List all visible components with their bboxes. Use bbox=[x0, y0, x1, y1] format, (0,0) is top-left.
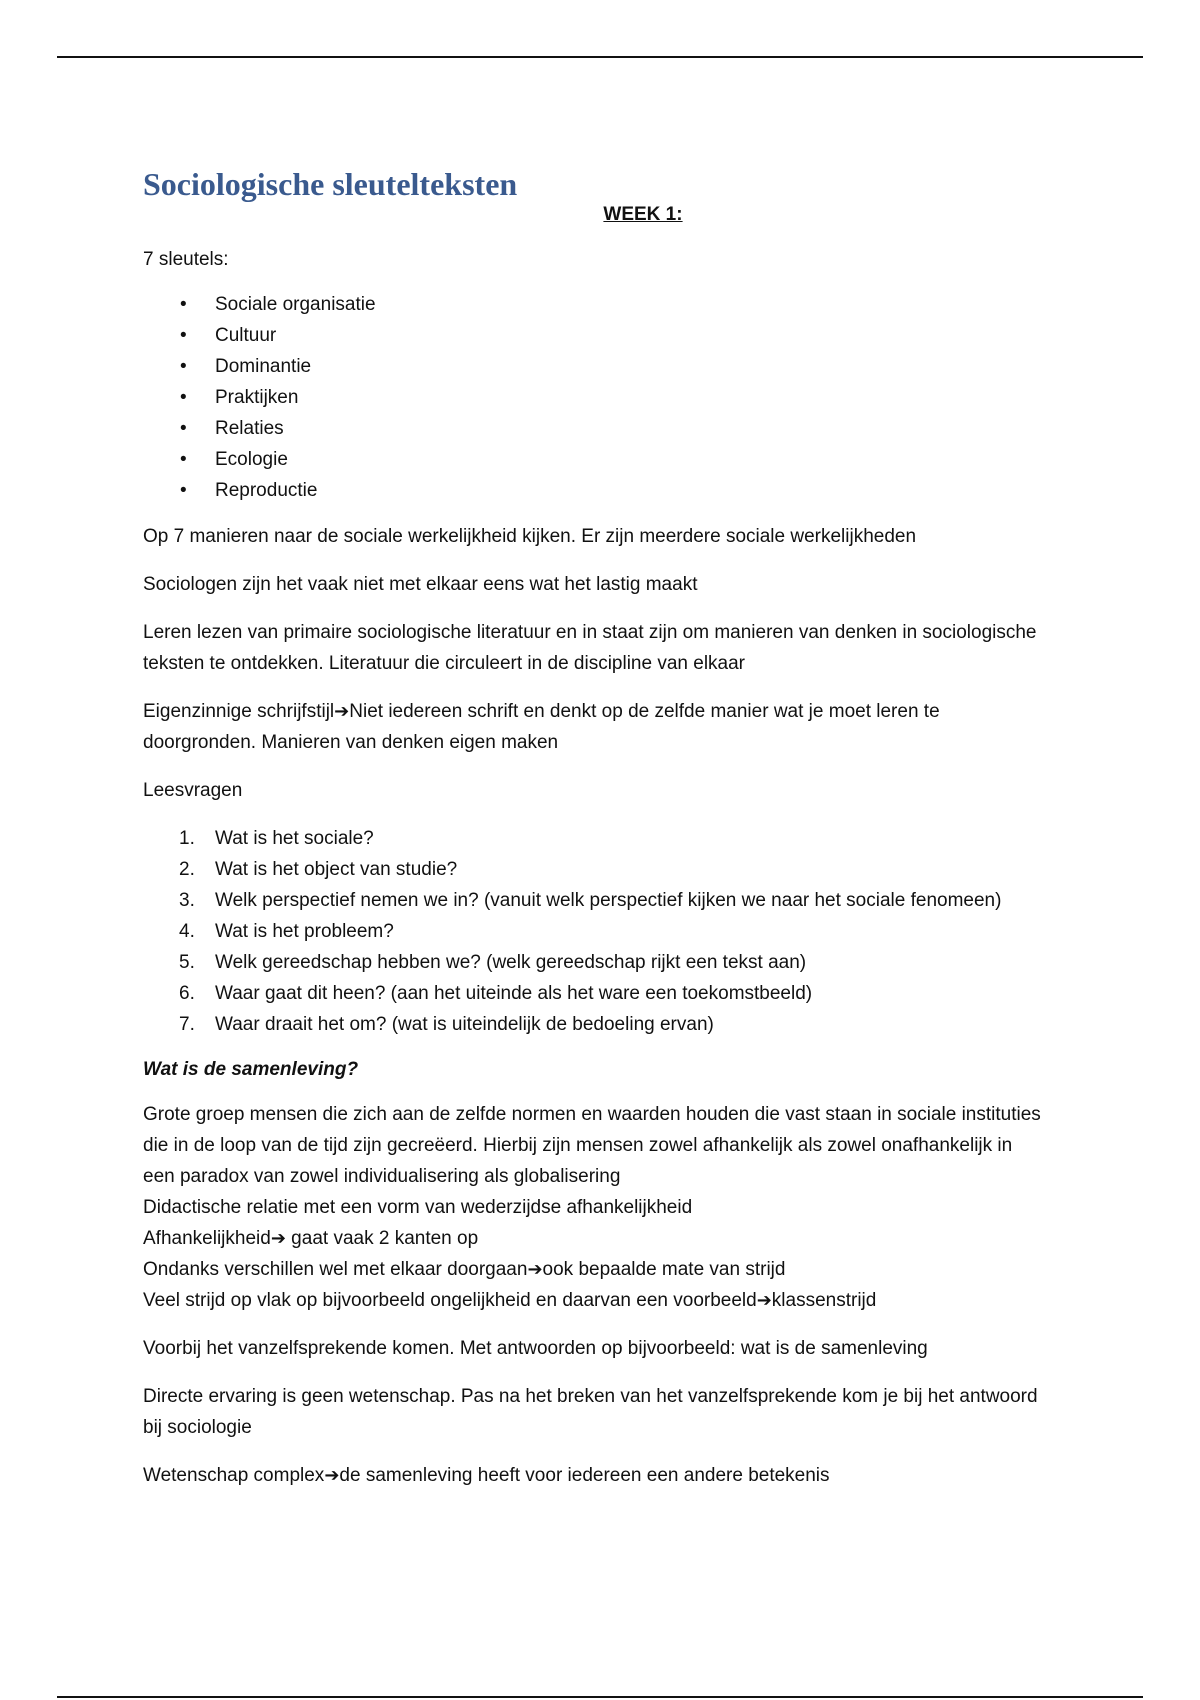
arrow-right-icon: ➔ bbox=[527, 1259, 543, 1280]
list-item-text: Reproductie bbox=[215, 480, 318, 501]
paragraph-voorbij: Voorbij het vanzelfsprekende komen. Met antwoorden op bijvoorbeeld: wat is de samenleving bbox=[143, 1338, 928, 1359]
line-didactische: Didactische relatie met een vorm van wederzijdse afhankelijkheid bbox=[143, 1197, 693, 1218]
list-item bbox=[143, 885, 1043, 916]
list-item bbox=[143, 475, 1043, 506]
list-number: 5. bbox=[179, 952, 195, 973]
list-item bbox=[143, 320, 1043, 351]
list-item-text: Relaties bbox=[215, 418, 284, 439]
leesvragen-list bbox=[143, 823, 1043, 1040]
paragraph-sociologen: Sociologen zijn het vaak niet met elkaar eens wat het lastig maakt bbox=[143, 574, 698, 595]
list-item bbox=[143, 382, 1043, 413]
paragraph-7-ways: Op 7 manieren naar de sociale werkelijkheid kijken. Er zijn meerdere sociale werkelijkheden bbox=[143, 526, 917, 547]
arrow-right-icon: ➔ bbox=[756, 1290, 772, 1311]
line-strijd bbox=[143, 1285, 1043, 1316]
document-title: Sociologische sleutelteksten bbox=[143, 166, 518, 202]
line-ondanks-part-2: ook bepaalde mate van strijd bbox=[542, 1259, 786, 1280]
paragraph-eigenzinnig-part-1: Eigenzinnige schrijfstijl bbox=[143, 701, 335, 722]
bullet-icon: • bbox=[180, 449, 187, 470]
paragraph-wetenschap-part-2: de samenleving heeft voor iedereen een andere betekenis bbox=[339, 1465, 830, 1486]
list-item-text: Praktijken bbox=[215, 387, 299, 408]
week-heading: WEEK 1: bbox=[603, 204, 683, 225]
list-item bbox=[143, 823, 1043, 854]
list-item-text: Welk gereedschap hebben we? (welk gereedschap rijkt een tekst aan) bbox=[215, 952, 807, 973]
paragraph-wetenschap-part-1: Wetenschap complex bbox=[143, 1465, 325, 1486]
header-rule bbox=[57, 56, 1143, 58]
bullet-icon: • bbox=[180, 387, 187, 408]
line-ondanks-part-1: Ondanks verschillen wel met elkaar doorgaan bbox=[143, 1259, 528, 1280]
bullet-icon: • bbox=[180, 325, 187, 346]
paragraph-leren: Leren lezen van primaire sociologische literatuur en in staat zijn om manieren van denken in sociologische teksten te ontdekken. Literatuur die circuleert in de discipline van elkaar bbox=[143, 622, 1037, 674]
bullet-icon: • bbox=[180, 356, 187, 377]
arrow-right-icon: ➔ bbox=[334, 701, 350, 722]
list-number: 1. bbox=[179, 828, 195, 849]
arrow-right-icon: ➔ bbox=[270, 1228, 286, 1249]
line-afhankelijkheid-part-2: gaat vaak 2 kanten op bbox=[285, 1228, 479, 1249]
section-heading-samenleving: Wat is de samenleving? bbox=[143, 1059, 359, 1080]
line-afhankelijkheid-part-1: Afhankelijkheid bbox=[143, 1228, 271, 1249]
footer-rule bbox=[57, 1696, 1143, 1698]
list-number: 3. bbox=[179, 890, 195, 911]
bullet-icon: • bbox=[180, 480, 187, 501]
list-item-text: Wat is het object van studie? bbox=[215, 859, 458, 880]
bullet-icon: • bbox=[180, 294, 187, 315]
list-item-text: Waar gaat dit heen? (aan het uiteinde als het ware een toekomstbeeld) bbox=[215, 983, 813, 1004]
list-number: 2. bbox=[179, 859, 195, 880]
line-ondanks bbox=[143, 1254, 1043, 1285]
line-strijd-part-2: klassenstrijd bbox=[771, 1290, 877, 1311]
list-item bbox=[143, 916, 1043, 947]
list-item-text: Wat is het sociale? bbox=[215, 828, 374, 849]
line-strijd-part-1: Veel strijd op vlak op bijvoorbeeld ongelijkheid en daarvan een voorbeeld bbox=[143, 1290, 757, 1311]
list-item-text: Cultuur bbox=[215, 325, 277, 346]
keys-list bbox=[143, 289, 1043, 506]
bullet-icon: • bbox=[180, 418, 187, 439]
list-item-text: Welk perspectief nemen we in? (vanuit welk perspectief kijken we naar het sociale fenomeen) bbox=[215, 890, 1002, 911]
keys-intro: 7 sleutels: bbox=[143, 249, 229, 270]
list-item bbox=[143, 289, 1043, 320]
list-number: 6. bbox=[179, 983, 195, 1004]
paragraph-directe: Directe ervaring is geen wetenschap. Pas na het breken van het vanzelfsprekende kom je bij het antwoord bij sociologie bbox=[143, 1386, 1038, 1438]
list-item bbox=[143, 978, 1043, 1009]
line-afhankelijkheid bbox=[143, 1223, 1043, 1254]
paragraph-grote-groep: Grote groep mensen die zich aan de zelfde normen en waarden houden die vast staan in sociale instituties die in de loop van de tijd zijn gecreëerd. Hierbij zijn mensen zowel afhankelijk als zowel onafhankelijk in een paradox van zowel individualisering als globalisering bbox=[143, 1104, 1041, 1187]
list-item bbox=[143, 444, 1043, 475]
list-item-text: Ecologie bbox=[215, 449, 288, 470]
arrow-right-icon: ➔ bbox=[324, 1465, 340, 1486]
list-item-text: Dominantie bbox=[215, 356, 312, 377]
list-item bbox=[143, 1009, 1043, 1040]
list-item-text: Wat is het probleem? bbox=[215, 921, 394, 942]
list-item bbox=[143, 947, 1043, 978]
list-number: 4. bbox=[179, 921, 195, 942]
list-number: 7. bbox=[179, 1014, 195, 1035]
list-item-text: Waar draait het om? (wat is uiteindelijk de bedoeling ervan) bbox=[215, 1014, 714, 1035]
paragraph-eigenzinnig bbox=[143, 696, 1043, 758]
list-item bbox=[143, 854, 1043, 885]
leesvragen-label: Leesvragen bbox=[143, 780, 243, 801]
paragraph-wetenschap bbox=[143, 1460, 1043, 1491]
list-item-text: Sociale organisatie bbox=[215, 294, 376, 315]
document-body bbox=[143, 162, 1043, 1508]
list-item bbox=[143, 413, 1043, 444]
paragraph-eigenzinnig-part-2: Niet iedereen schrift en denkt op de zelfde manier wat je moet leren te doorgronden. Manieren van denken eigen maken bbox=[143, 701, 940, 753]
list-item bbox=[143, 351, 1043, 382]
